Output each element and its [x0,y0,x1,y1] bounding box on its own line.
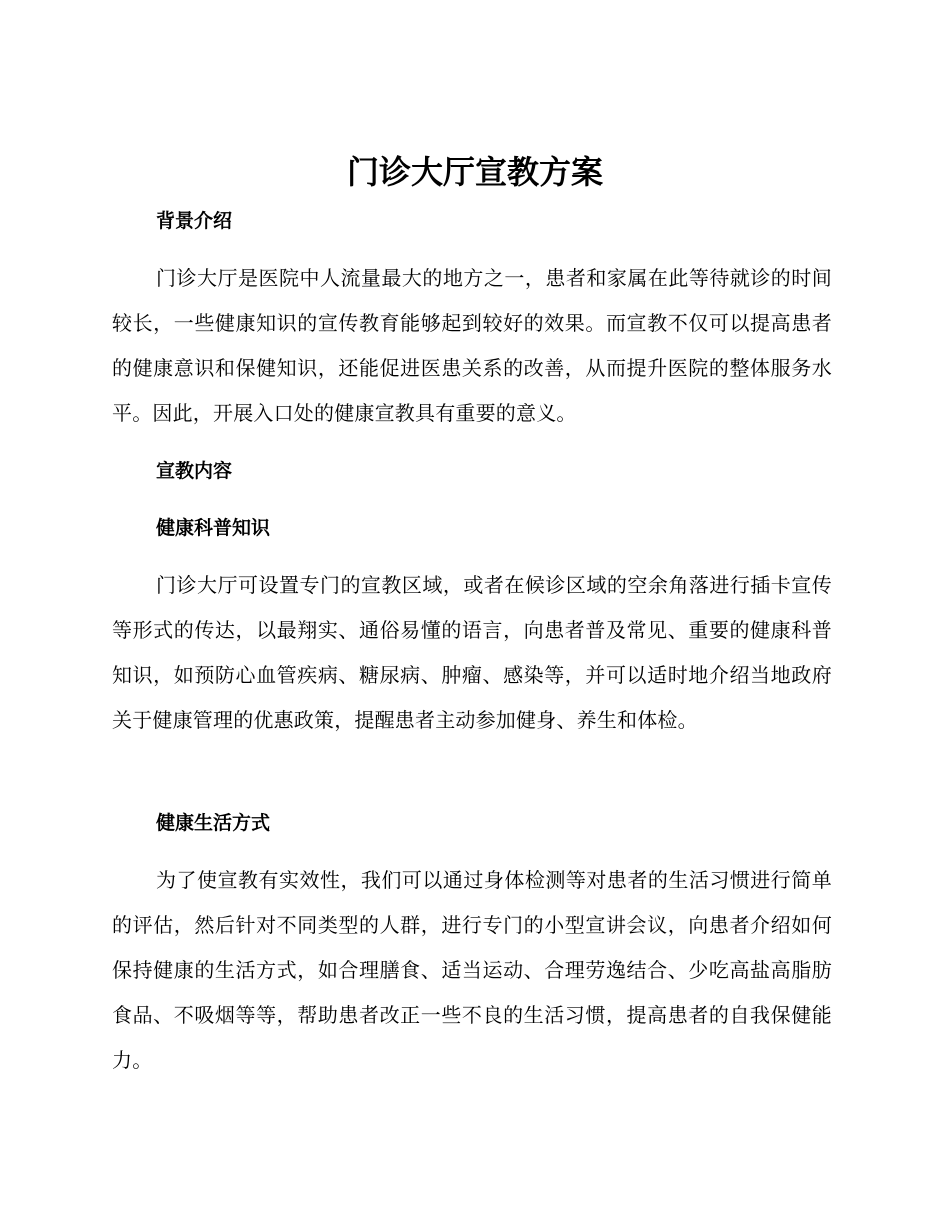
section-heading-content: 宣教内容 [156,460,233,482]
section-paragraph-healthy-lifestyle: 为了使宣教有实效性，我们可以通过身体检测等对患者的生活习惯进行简单的评估，然后针对不同类型的人群，进行专门的小型宣讲会议，向患者介绍如何保持健康的生活方式，如合理膳食、适当运动、合理劳逸结合、少吃高盐高脂肪食品、不吸烟等等，帮助患者改正一些不良的生活习惯，提高患者的自我保健能力。 [112,868,832,1072]
page-title: 门诊大厅宣教方案 [346,153,603,191]
section-heading-healthy-lifestyle: 健康生活方式 [156,812,271,834]
section-paragraph-background: 门诊大厅是医院中人流量最大的地方之一，患者和家属在此等待就诊的时间较长，一些健康知识的宣传教育能够起到较好的效果。而宣教不仅可以提高患者的健康意识和保健知识，还能促进医患关系的改善，从而提升医院的整体服务水平。因此，开展入口处的健康宣教具有重要的意义。 [112,266,832,425]
section-heading-background: 背景介绍 [156,210,233,232]
section-heading-health-knowledge: 健康科普知识 [156,517,271,539]
section-paragraph-health-knowledge: 门诊大厅可设置专门的宣教区域，或者在候诊区域的空余角落进行插卡宣传等形式的传达，以最翔实、通俗易懂的语言，向患者普及常见、重要的健康科普知识，如预防心血管疾病、糖尿病、肿瘤、感染等，并可以适时地介绍当地政府关于健康管理的优惠政策，提醒患者主动参加健身、养生和体检。 [112,573,832,732]
